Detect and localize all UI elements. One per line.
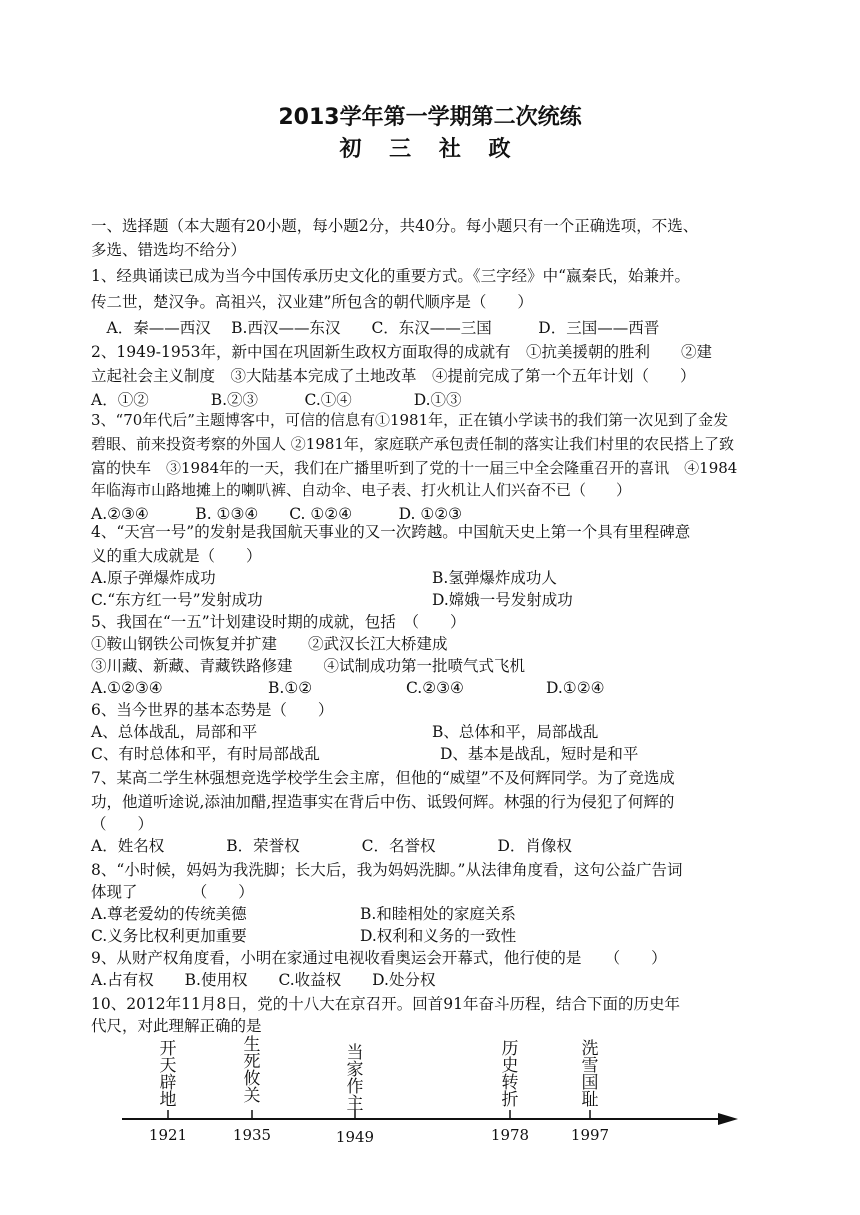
question-7-options: A．姓名权 B．荣誉权 C．名誉权 D．肖像权	[91, 837, 572, 855]
option-b: B.和睦相处的家庭关系	[360, 905, 516, 923]
timeline-event-label: 当家作主	[346, 1043, 364, 1114]
question-9-options: A.占有权 B.使用权 C.收益权 D.处分权	[91, 971, 436, 989]
exam-subtitle: 初 三 社 政	[339, 137, 521, 162]
question-2: 2、1949-1953年，新中国在巩固新生政权方面取得的成就有 ①抗美援朝的胜利 ②建	[91, 343, 712, 361]
option-b: B.氢弹爆炸成功人	[432, 569, 557, 587]
question-3-cont: 年临海市山路地摊上的喇叭裤、自动伞、电子表、打火机让人们兴奋不已（ ）	[91, 481, 632, 499]
timeline-year: 1949	[335, 1128, 375, 1146]
question-5-items: ③川藏、新藏、青藏铁路修建 ④试制成功第一批喷气式飞机	[91, 657, 526, 675]
question-8-cont: 体现了 （ ）	[91, 883, 254, 901]
question-3-options: A.②③④ B. ①③④ C. ①②④ D. ①②③	[91, 505, 463, 523]
question-3-cont: 富的快车 ③1984年的一天，我们在广播里听到了党的十一届三中全会隆重召开的喜讯 ④1984	[91, 459, 738, 477]
timeline-event-label: 历史转折	[501, 1039, 519, 1110]
question-1: 1、经典诵读已成为当今中国传承历史文化的重要方式。《三字经》中“嬴秦氏，始兼并。	[91, 267, 691, 285]
question-4: 4、“天宫一号”的发射是我国航天事业的又一次跨越。中国航天史上第一个具有里程碑意	[91, 523, 691, 541]
option-b: B、总体和平，局部战乱	[432, 723, 599, 741]
question-10-cont: 代尺，对此理解正确的是	[91, 1017, 262, 1035]
option-a: A.尊老爱幼的传统美德	[91, 905, 247, 923]
timeline-event-label: 生死攸关	[243, 1035, 261, 1106]
question-4-cont: 义的重大成就是（ ）	[91, 547, 262, 565]
section-header-cont: 多选、错选均不给分）	[91, 241, 247, 259]
question-1-cont: 传二世，楚汉争。高祖兴，汉业建”所包含的朝代顺序是（ ）	[91, 293, 533, 311]
option-d: D.权利和义务的一致性	[360, 927, 517, 945]
option-c: C.义务比权利更加重要	[91, 927, 247, 945]
question-10: 10、2012年11月8日，党的十八大在京召开。回首91年奋斗历程，结合下面的历史年	[91, 995, 680, 1013]
option-d: D.嫦娥一号发射成功	[432, 591, 573, 609]
question-5: 5、我国在“一五”计划建设时期的成就，包括 （ ）	[91, 613, 466, 631]
question-2-options: A．①② B.②③ C.①④ D.①③	[91, 391, 462, 409]
question-5-items: ①鞍山钢铁公司恢复并扩建 ②武汉长江大桥建成	[91, 635, 448, 653]
question-7: 7、某高二学生林强想竞选学校学生会主席，但他的“威望”不及何辉同学。为了竞选成	[91, 769, 675, 787]
timeline-year: 1997	[570, 1126, 610, 1144]
option-c: C、有时总体和平，有时局部战乱	[91, 745, 320, 763]
timeline-year: 1978	[490, 1126, 530, 1144]
timeline-year: 1921	[148, 1126, 188, 1144]
timeline-event-label: 开天辟地	[159, 1039, 177, 1110]
option-d: D、基本是战乱，短时是和平	[440, 745, 639, 763]
option-a: A、总体战乱，局部和平	[91, 723, 258, 741]
question-6: 6、当今世界的基本态势是（ ）	[91, 701, 334, 719]
option-d: D.①②④	[546, 679, 605, 697]
question-2-cont: 立起社会主义制度 ③大陆基本完成了土地改革 ④提前完成了第一个五年计划（ ）	[91, 367, 696, 385]
question-7-cont: （ ）	[91, 815, 154, 833]
timeline-arrowhead	[718, 1113, 738, 1125]
timeline-event-label: 洗雪国耻	[581, 1039, 599, 1110]
option-c: C.②③④	[406, 679, 464, 697]
history-timeline	[110, 1030, 750, 1150]
question-1-options: A．秦——西汉 B.西汉——东汉 C．东汉——三国 D．三国——西晋	[91, 319, 660, 337]
option-a: A.原子弹爆炸成功	[91, 569, 216, 587]
exam-title: 2013学年第一学期第二次统练	[278, 105, 582, 130]
question-8: 8、“小时候，妈妈为我洗脚；长大后，我为妈妈洗脚。”从法律角度看，这句公益广告词	[91, 861, 683, 879]
question-3-cont: 碧眼、前来投资考察的外国人 ②1981年，家庭联产承包责任制的落实让我们村里的农民搭上了致	[91, 435, 734, 453]
timeline-year: 1935	[232, 1126, 272, 1144]
question-3: 3、“70年代后”主题博客中，可信的信息有①1981年，正在镇小学读书的我们第一次见到了金发	[91, 411, 729, 429]
option-a: A.①②③④	[91, 679, 163, 697]
option-b: B.①②	[268, 679, 313, 697]
option-c: C.“东方红一号”发射成功	[91, 591, 263, 609]
question-7-cont: 功，他道听途说,添油加醋,捏造事实在背后中伤、诋毁何辉。林强的行为侵犯了何辉的	[91, 793, 675, 811]
section-header: 一、选择题（本大题有20小题，每小题2分，共40分。每小题只有一个正确选项，不选、	[91, 217, 699, 235]
question-9: 9、从财产权角度看，小明在家通过电视收看奥运会开幕式，他行使的是 （ ）	[91, 949, 667, 967]
